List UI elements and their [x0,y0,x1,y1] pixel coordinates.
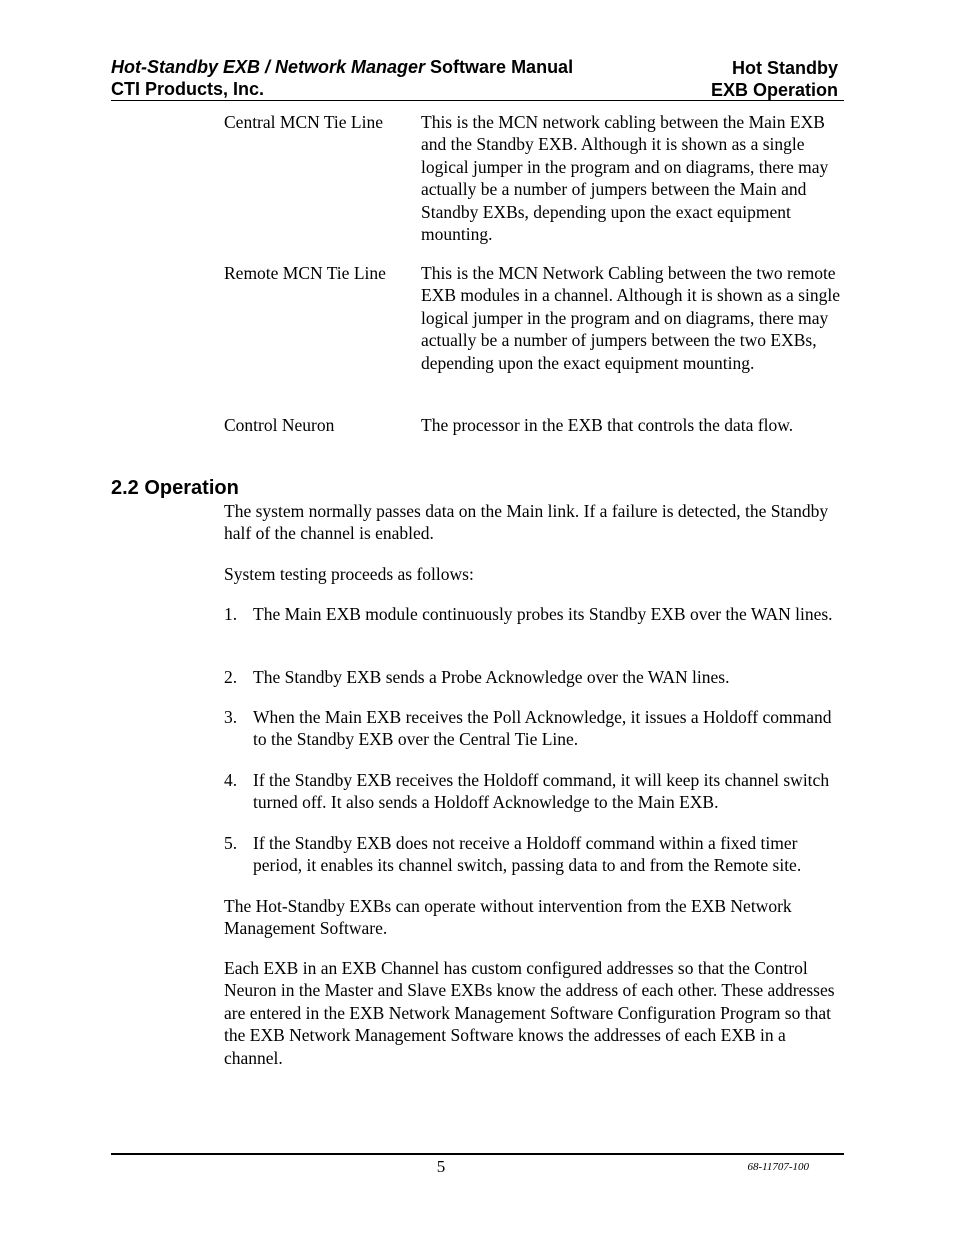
header-title-rest: Software Manual [425,57,574,77]
document-number: 68-11707-100 [747,1161,809,1173]
definition-description: The processor in the EXB that controls the data flow. [421,415,794,435]
list-item-text: The Standby EXB sends a Probe Acknowledge over the WAN lines. [253,667,730,687]
header-company: CTI Products, Inc. [111,79,265,99]
definition-term: Central MCN Tie Line [224,112,383,132]
list-item-number: 1. [224,604,238,624]
list-item-number: 3. [224,707,238,727]
definition-description: This is the MCN network cabling between the Main EXB and the Standby EXB. Although it is shown as a single logical jumper in the program and on diagrams, there may actually be a number of jumpers between the Main and Standby EXBs, depending upon the exact equipment mounting. [421,112,829,245]
page-number: 5 [436,1157,446,1176]
header-left [111,56,573,100]
list-item-text: If the Standby EXB does not receive a Holdoff command within a fixed timer period, it enables its channel switch, passing data to and from the Remote site. [253,833,802,876]
body-paragraph: Each EXB in an EXB Channel has custom configured addresses so that the Control Neuron in the Master and Slave EXBs know the address of each other. These addresses are entered in the EXB Network Management Software Configuration Program so that the EXB Network Management Software knows the addresses of each EXB in a channel. [224,958,835,1068]
header-section-line2: EXB Operation [710,80,838,100]
list-item-text: If the Standby EXB receives the Holdoff command, it will keep its channel switch turned off. It also sends a Holdoff Acknowledge to the Main EXB. [253,770,830,813]
footer-rule [111,1153,844,1155]
definition-term: Control Neuron [224,415,335,435]
definition-term: Remote MCN Tie Line [224,263,386,283]
list-item-text: When the Main EXB receives the Poll Acknowledge, it issues a Holdoff command to the Standby EXB over the Central Tie Line. [253,707,832,750]
section-heading: 2.2 Operation [111,477,239,499]
section-intro: The system normally passes data on the Main link. If a failure is detected, the Standby half of the channel is enabled. [224,501,829,544]
header-section-line1: Hot Standby [732,58,838,78]
list-item-text: The Main EXB module continuously probes its Standby EXB over the WAN lines. [253,604,833,624]
list-item-number: 4. [224,770,238,790]
list-item-number: 5. [224,833,238,853]
header-right [711,57,838,101]
list-item-number: 2. [224,667,238,687]
header-rule [111,100,844,101]
body-paragraph: The Hot-Standby EXBs can operate without intervention from the EXB Network Management Software. [224,896,792,939]
header-title [111,56,573,78]
section-lead: System testing proceeds as follows: [224,564,474,584]
definition-description: This is the MCN Network Cabling between the two remote EXB modules in a channel. Although it is shown as a single logical jumper in the program and on diagrams, there may actually be a number of jumpers between the two EXBs, depending upon the exact equipment mounting. [421,263,840,373]
header-title-italic: Hot-Standby EXB / Network Manager [111,57,426,77]
